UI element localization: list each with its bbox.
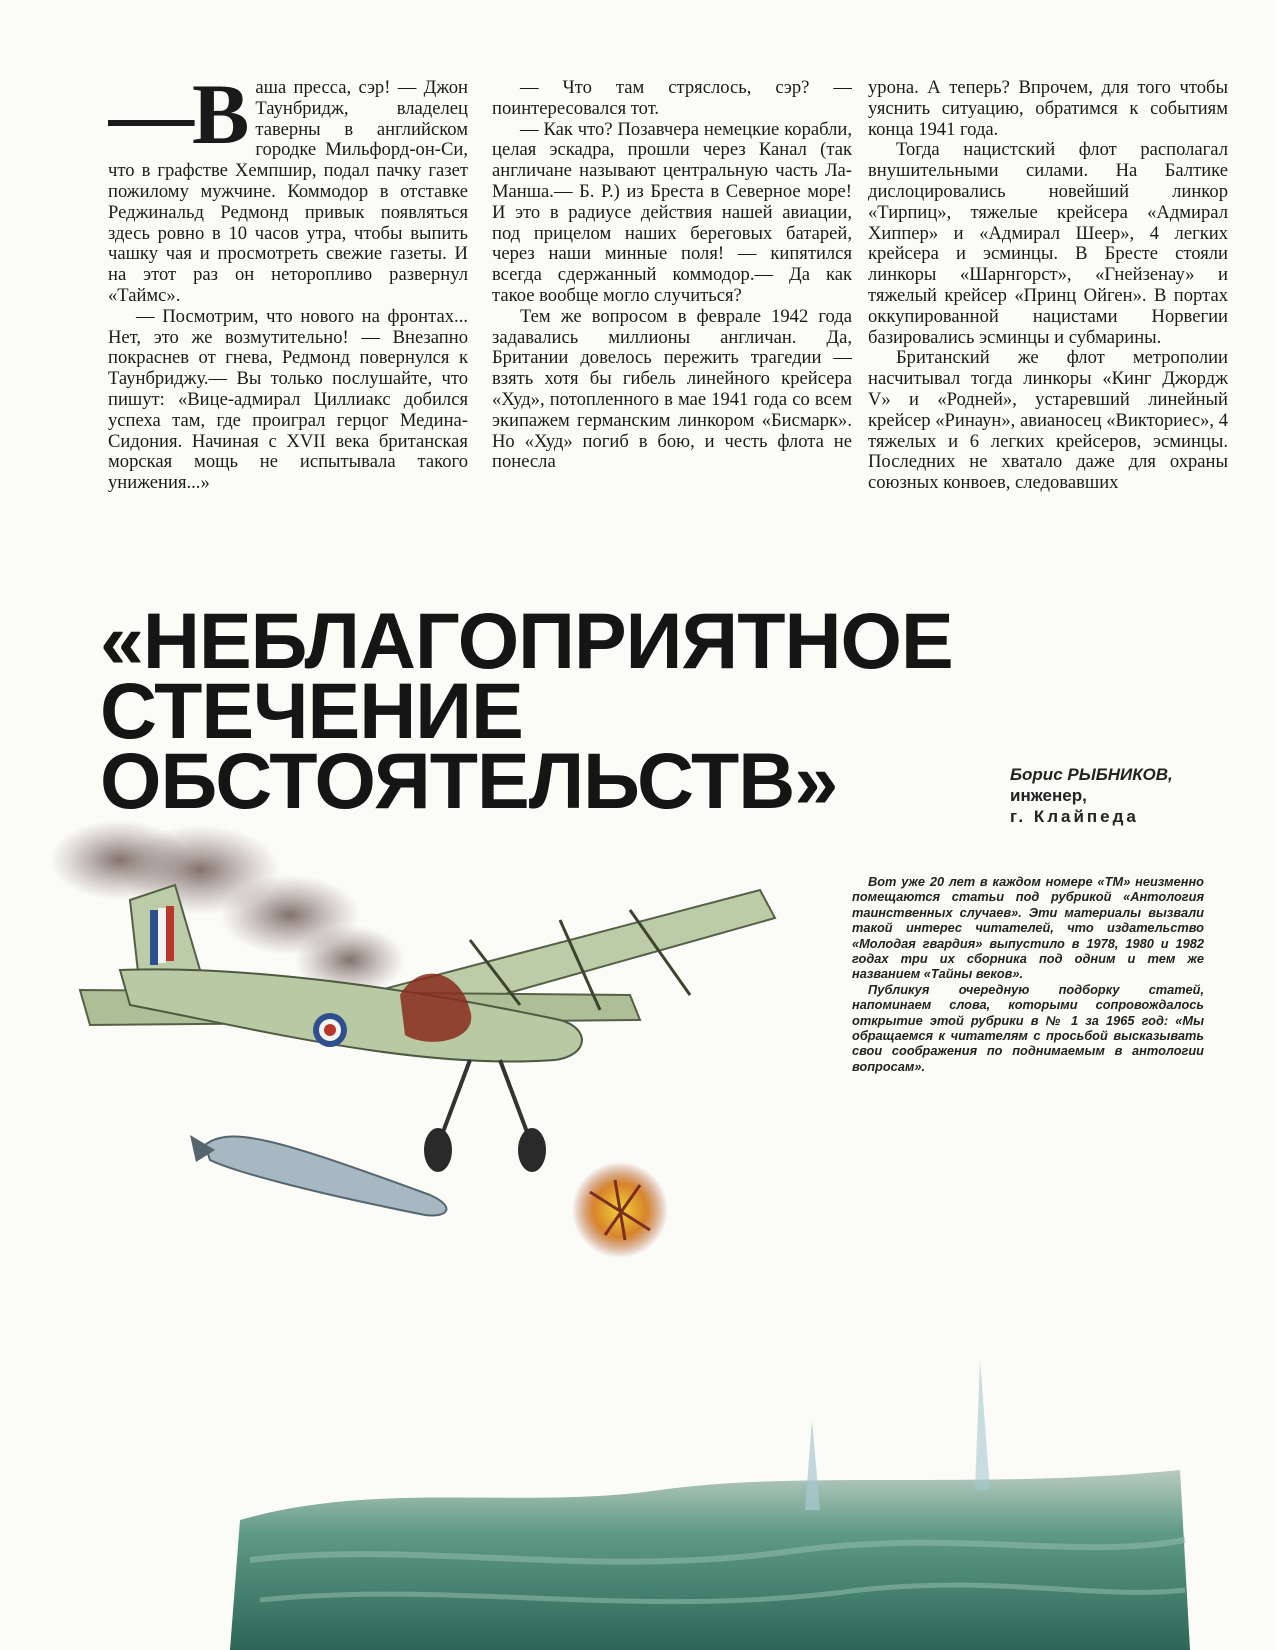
article-paragraph: урона. А теперь? Впрочем, для того чтобы уяснить ситуацию, обратимся к событиям конца 1941 года. — [868, 78, 1228, 140]
article-paragraph: — Что там стряслось, сэр? — поинтересовался тот. — [492, 78, 852, 119]
author-name: Борис РЫБНИКОВ, — [1010, 765, 1173, 784]
article-paragraph: — Посмотрим, что нового на фронтах... Нет, это же возмутительно! — Внезапно покраснев от гнева, Редмонд повернулся к Таунбриджу.— Вы только послушайте, что пишут: «Вице-адмирал Циллиакс добился успеха там, где проиграл герцог Медина-Сидония. Начиная с XVII века британская морская мощь не испытывала такого унижения...» — [108, 305, 468, 494]
article-paragraph: —В аша пресса, сэр! — Джон Таунбридж, владелец таверны в английском городке Мильфорд-он-Си, что в графстве Хемпшир, подал пачку газет пожилому мужчине. Коммодор в отставке Реджинальд Редмонд привык появляться здесь ровно в 10 часов утра, чтобы выпить чашку чая и просмотреть свежие газеты. И на этот раз он неторопливо развернул «Таймс». — [108, 78, 468, 306]
intro-paragraph: Публикуя очередную подборку статей, напоминаем слова, которыми сопровождалось открытие этой рубрики в № 1 за 1965 год: «Мы обращаемся к читателям с просьбой высказывать свои соображения по поднимаемым в антологии вопросам». — [852, 981, 1204, 1074]
article-paragraph: Британский же флот метрополии насчитывал тогда линкоры «Кинг Джордж V» и «Родней», устаревший линейный крейсер «Ринаун», авианосец «Викториес», 4 тяжелых и 6 легких крейсеров, эсминцы. Последних не хватало даже для охраны союзных конвоев, следовавших — [868, 347, 1228, 494]
article-paragraph: — Как что? Позавчера немецкие корабли, целая эскадра, прошли через Канал (так англичане называют центральную часть Ла-Манша.— Б. Р.) из Бреста в Северное море! И это в радиусе действия нашей авиации, под прицелом наших береговых батарей, через наши минные поля! — кипятился всегда сдержанный коммодор.— Да как такое вообще могло случиться? — [492, 118, 852, 306]
sea — [230, 1470, 1190, 1650]
biplane-illustration — [0, 820, 1275, 1650]
biplane — [80, 885, 775, 1172]
torpedo — [190, 1135, 446, 1215]
article-column-1 — [108, 78, 468, 578]
headline-line: СТЕЧЕНИЕ — [100, 666, 523, 755]
author-byline — [1010, 764, 1230, 827]
author-role: инженер, — [1010, 786, 1087, 805]
headline-line: ОБСТОЯТЕЛЬСТВ» — [100, 736, 838, 825]
author-city: г. Клайпеда — [1010, 807, 1139, 826]
article-column-3 — [868, 78, 1228, 578]
smoke-trail — [50, 820, 405, 995]
article-column-2 — [492, 78, 852, 578]
drop-cap: —В — [108, 78, 248, 162]
headline-line: «НЕБЛАГОПРИЯТНОЕ — [100, 596, 953, 685]
article-paragraph: Тем же вопросом в феврале 1942 года задавались миллионы англичан. Да, Британии довелось пережить трагедии — взять хотя бы гибель линейного крейсера «Худ», потопленного в мае 1941 года со всем экипажем германским линкором «Бисмарк». Но «Худ» погиб в бою, и честь флота не понесла — [492, 305, 852, 473]
intro-paragraph: Вот уже 20 лет в каждом номере «ТМ» неизменно помещаются статьи под рубрикой «Антология таинственных случаев». Эти материалы вызвали такой интерес читателей, что издательство «Молодая гвардия» выпустило в 1978, 1980 и 1982 годах три их сборника под одним и тем же названием «Тайны веков». — [852, 874, 1204, 982]
article-paragraph: Тогда нацистский флот располагал внушительными силами. На Балтике дислоцировались новейший линкор «Тирпиц», тяжелые крейсера «Адмирал Хиппер» и «Адмирал Шеер», 4 легких крейсера и эсминцы. В Бресте стояли линкоры «Шарнгорст», «Гнейзенау» и тяжелый крейсер «Принц Ойген». В портах оккупированной нацистами Норвегии базировались эсминцы и субмарины. — [868, 139, 1228, 348]
explosion — [572, 1162, 668, 1258]
